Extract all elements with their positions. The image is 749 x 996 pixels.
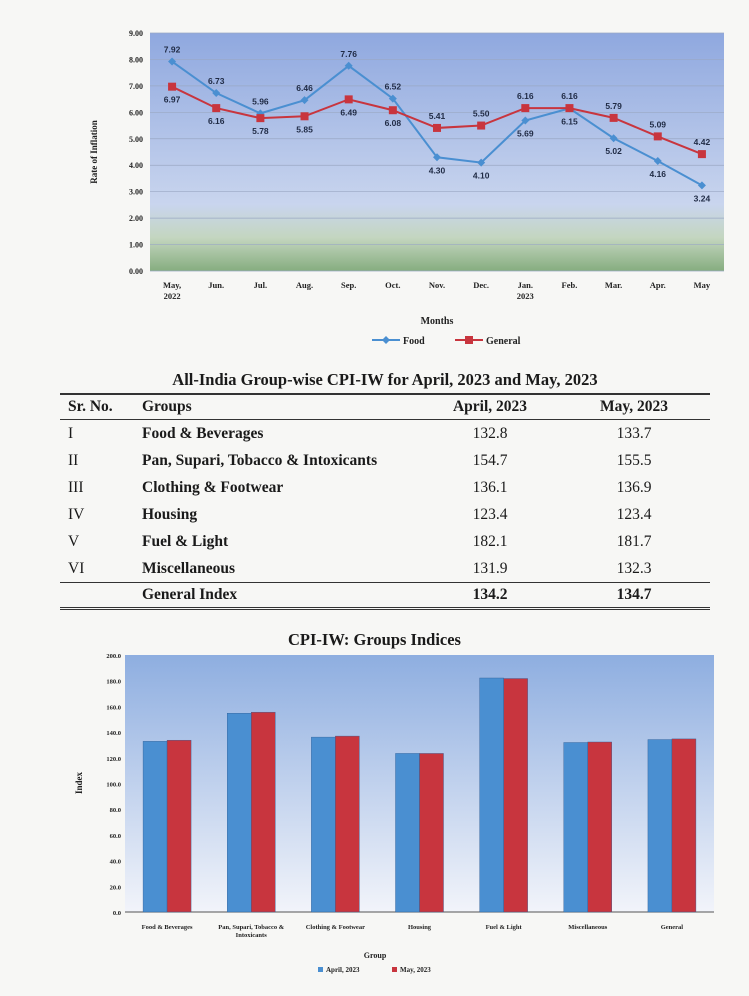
group-name: Miscellaneous: [142, 559, 235, 577]
line-x-axis-label: Months: [420, 316, 454, 327]
x-tick-label: Jul.: [253, 280, 268, 290]
legend-label: General: [486, 336, 521, 347]
y-tick-label: 1.00: [129, 240, 143, 250]
y-tick-label: 9.00: [129, 29, 143, 38]
data-label: 5.85: [296, 124, 313, 135]
data-label: 6.97: [163, 94, 181, 105]
sr-no: III: [68, 478, 84, 496]
general-point: [477, 122, 485, 130]
bar-may: [588, 742, 612, 912]
bar-x-axis-label: Group: [363, 951, 387, 960]
y-tick-label: 5.00: [129, 134, 143, 144]
table-row: [60, 501, 710, 528]
bar-april: [480, 678, 504, 912]
group-name: Clothing & Footwear: [142, 478, 284, 496]
y-tick-label: 160.0: [106, 704, 121, 712]
x-tick-label: Mar.: [604, 280, 623, 290]
x-tick-label: Jan. 2023: [516, 280, 534, 301]
col-sr-no: Sr. No.: [60, 394, 134, 420]
legend-marker: [465, 336, 473, 344]
bar-may: [251, 712, 275, 912]
bar-chart-title: CPI-IW: Groups Indices: [288, 630, 461, 649]
legend-swatch: [318, 967, 323, 972]
table-title: All-India Group-wise CPI-IW for April, 2023 and May, 2023: [172, 370, 598, 389]
general-point: [521, 104, 529, 112]
table-row: [60, 528, 710, 555]
bar-legend: [318, 966, 431, 974]
x-tick-label: Nov.: [428, 280, 446, 290]
general-point: [168, 83, 176, 91]
data-label: 5.09: [649, 119, 667, 130]
general-point: [212, 104, 220, 112]
general-point: [301, 112, 309, 120]
col-groups: Groups: [134, 394, 422, 420]
data-label: 7.92: [163, 44, 181, 55]
sr-no: II: [68, 451, 79, 469]
data-label: 6.52: [384, 81, 402, 92]
group-name: Fuel & Light: [142, 532, 229, 550]
bar-may: [167, 740, 191, 912]
y-tick-label: 140.0: [106, 730, 121, 738]
line-plot-area: [150, 33, 724, 271]
sr-no: [60, 583, 134, 609]
x-tick-label: Miscellaneous: [568, 924, 608, 931]
x-tick-label: Oct.: [385, 280, 401, 290]
y-tick-label: 2.00: [129, 214, 143, 224]
data-label: 6.15: [561, 116, 578, 127]
y-tick-label: 100.0: [106, 781, 121, 789]
table-row: [60, 447, 710, 474]
bar-plot-area: [125, 655, 714, 912]
bar-april: [648, 740, 672, 912]
x-tick-label: May, 2022: [162, 280, 182, 301]
may-value: 136.9: [616, 478, 652, 496]
group-name: Housing: [142, 505, 198, 523]
y-tick-label: 60.0: [109, 832, 121, 840]
line-legend: [372, 336, 521, 347]
x-tick-label: General: [660, 924, 684, 931]
april-value: 182.1: [472, 532, 508, 550]
bar-april: [143, 741, 167, 912]
data-label: 3.24: [693, 193, 711, 204]
x-tick-label: Aug.: [295, 280, 314, 290]
general-point: [389, 106, 397, 114]
data-label: 6.73: [207, 76, 225, 87]
may-value: 181.7: [616, 532, 652, 550]
data-label: 5.96: [252, 96, 269, 107]
bar-april: [227, 713, 251, 912]
sr-no: VI: [68, 559, 85, 577]
may-value: 123.4: [616, 505, 652, 523]
general-point: [698, 150, 706, 158]
data-label: 5.41: [428, 110, 446, 121]
may-value: 155.5: [616, 451, 652, 469]
bar-april: [311, 737, 335, 912]
data-label: 5.02: [605, 146, 622, 157]
data-label: 4.42: [693, 137, 711, 148]
bar-may: [335, 736, 359, 912]
april-value: 134.2: [422, 583, 556, 609]
x-tick-label: Food & Beverages: [141, 924, 193, 931]
group-name: Food & Beverages: [142, 424, 264, 442]
general-point: [345, 95, 353, 103]
inflation-line-chart: [0, 0, 749, 360]
table-row: [60, 474, 710, 501]
data-label: 6.49: [340, 107, 357, 118]
legend-marker: [382, 336, 390, 344]
table-row: [60, 555, 710, 583]
sr-no: IV: [68, 505, 85, 523]
data-label: 4.30: [428, 165, 446, 176]
general-point: [610, 114, 618, 122]
data-label: 5.79: [605, 100, 622, 111]
data-label: 4.10: [472, 170, 490, 181]
y-tick-label: 8.00: [129, 55, 143, 65]
table-total-row: [60, 583, 710, 609]
april-value: 136.1: [472, 478, 508, 496]
x-tick-label: Feb.: [561, 280, 578, 290]
general-point: [433, 124, 441, 132]
cpi-groups-table: [60, 393, 710, 610]
data-label: 5.50: [472, 108, 490, 119]
data-label: 6.08: [384, 118, 402, 129]
x-tick-label: Dec.: [473, 280, 490, 290]
legend-swatch: [392, 967, 397, 972]
legend-label: May, 2023: [400, 966, 431, 974]
y-tick-label: 200.0: [106, 653, 121, 660]
may-value: 132.3: [616, 559, 652, 577]
group-name: Pan, Supari, Tobacco & Intoxicants: [142, 451, 378, 469]
y-tick-label: 0.00: [129, 267, 143, 276]
april-value: 154.7: [472, 451, 508, 469]
april-value: 131.9: [472, 559, 508, 577]
x-tick-label: May: [693, 280, 711, 290]
x-tick-label: Apr.: [649, 280, 666, 290]
y-tick-label: 3.00: [129, 187, 143, 197]
data-label: 7.76: [340, 48, 357, 59]
y-tick-label: 180.0: [106, 678, 121, 686]
general-point: [654, 132, 662, 140]
data-label: 6.16: [561, 91, 578, 102]
general-point: [565, 104, 573, 112]
y-tick-label: 0.0: [112, 910, 121, 917]
april-value: 123.4: [472, 505, 508, 523]
x-tick-label: Jun.: [208, 280, 225, 290]
data-label: 6.16: [517, 91, 534, 102]
line-y-axis-label: Rate of Inflation: [89, 120, 99, 184]
bar-may: [672, 739, 696, 912]
col-may-2023: May, 2023: [556, 394, 710, 420]
y-tick-label: 20.0: [109, 884, 121, 892]
may-value: 134.7: [556, 583, 710, 609]
x-tick-label: Sep.: [341, 280, 357, 290]
data-label: 5.69: [517, 128, 534, 139]
table-row: [60, 420, 710, 448]
y-tick-label: 4.00: [129, 161, 143, 171]
april-value: 132.8: [472, 424, 508, 442]
y-tick-label: 80.0: [109, 807, 121, 815]
col-april-2023: April, 2023: [422, 394, 556, 420]
legend-label: Food: [403, 336, 425, 347]
data-label: 4.16: [649, 168, 667, 179]
bar-y-axis-label: Index: [74, 771, 84, 795]
x-tick-label: Pan, Supari, Tobacco & Intoxicants: [218, 924, 285, 939]
y-tick-label: 6.00: [129, 108, 143, 118]
data-label: 6.46: [296, 83, 313, 94]
bar-may: [420, 753, 444, 912]
bar-april: [564, 743, 588, 912]
x-tick-label: Housing: [407, 924, 432, 931]
general-point: [256, 114, 264, 122]
group-name: General Index: [134, 583, 422, 609]
sr-no: V: [68, 532, 80, 550]
data-label: 6.16: [207, 116, 225, 127]
x-tick-label: Fuel & Light: [485, 924, 522, 931]
y-tick-label: 7.00: [129, 81, 143, 91]
bar-may: [504, 679, 528, 912]
data-label: 5.78: [252, 126, 269, 137]
may-value: 133.7: [616, 424, 652, 442]
sr-no: I: [68, 424, 74, 442]
y-tick-label: 40.0: [109, 858, 121, 866]
legend-label: April, 2023: [326, 966, 360, 974]
x-tick-label: Clothing & Footwear: [305, 924, 365, 931]
bar-april: [396, 753, 420, 912]
y-tick-label: 120.0: [106, 755, 121, 763]
